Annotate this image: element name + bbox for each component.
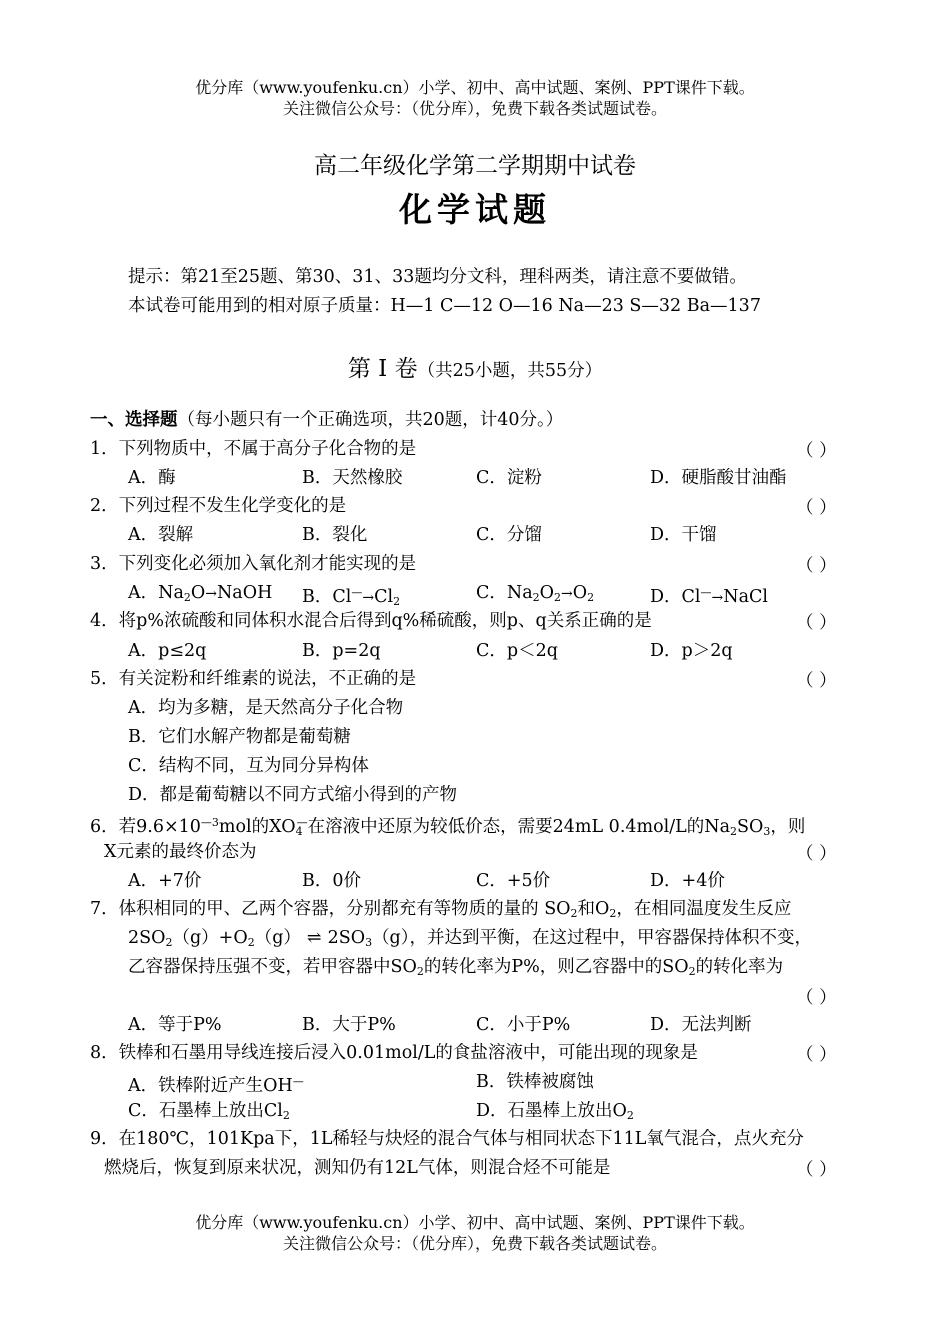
q1-option-b[interactable]: B．天然橡胶 [302,468,403,488]
q2-option-a[interactable]: A．裂解 [128,525,194,545]
header-line-1: 优分库（www.youfenku.cn）小学、初中、高中试题、案例、PPT课件下载。 [195,78,755,97]
q1-option-a[interactable]: A．酶 [128,468,176,488]
q5-option-a[interactable]: A．均为多糖，是天然高分子化合物 [128,698,404,718]
q4-option-a[interactable]: A．p≤2q [128,641,207,661]
q5-option-c[interactable]: C．结构不同，互为同分异构体 [128,756,369,776]
q4-option-b[interactable]: B．p=2q [302,641,381,661]
q7-answer-blank[interactable]: （ ） [796,988,837,1008]
q1-stem: 1．下列物质中，不属于高分子化合物的是 [90,439,417,459]
q2-option-c[interactable]: C．分馏 [476,525,542,545]
q7-stem-cont: 乙容器保持压强不变，若甲容器中$SO_2$的转化率为P%，则乙容器中的$SO_2$的转化率为 [128,957,784,978]
q6-option-b[interactable]: B．0价 [302,871,361,891]
q2-stem: 2．下列过程不发生化学变化的是 [90,496,347,516]
atomic-mass-note: 本试卷可能用到的相对原子质量：H—1 C—12 O—16 Na—23 S—32 Ba—137 [128,296,761,316]
section-note: （共25小题，共55分） [417,361,603,381]
q5-stem: 5．有关淀粉和纤维素的说法，不正确的是 [90,669,417,689]
q7-option-b[interactable]: B．大于P% [302,1015,396,1035]
q7-option-d[interactable]: D．无法判断 [650,1015,752,1035]
q3-option-b[interactable]: B．$Cl^—\to Cl_2$ [302,586,401,608]
equilibrium-arrow-icon: ⇌ [306,928,322,948]
part1-label: 一、选择题 [90,410,178,430]
q6-option-a[interactable]: A．+7价 [128,871,202,891]
exam-title: 高二年级化学第二学期期中试卷 [314,153,636,179]
q8-option-d[interactable]: D．石墨棒上放出$O_2$ [476,1101,634,1122]
q2-option-b[interactable]: B．裂化 [302,525,368,545]
q6-stem: 6．若$9.6\times 10^{—3}mol$的$XO_4^—$在溶液中还原为较低价态，需要24mL 0.4mol/L的$Na_2SO_3$，则 [90,816,806,838]
q4-option-c[interactable]: C．p＜2q [476,641,558,661]
q8-option-a[interactable]: A．铁棒附近产生OH— [128,1075,304,1096]
q3-option-c[interactable]: C．$Na_2O_2\to O_2$ [476,583,595,604]
q6-stem-cont: X元素的最终价态为 [104,842,257,862]
header-line-2: 关注微信公众号：（优分库），免费下载各类试题试卷。 [282,99,667,118]
q6-option-c[interactable]: C．+5价 [476,871,551,891]
section-title: 第 Ⅰ 卷 [347,356,418,382]
q5-option-b[interactable]: B．它们水解产物都是葡萄糖 [128,727,351,747]
q3-answer-blank[interactable]: （ ） [796,556,837,576]
q4-answer-blank[interactable]: （ ） [796,613,837,633]
tip-note: 提示：第21至25题、第30、31、33题均分文科，理科两类，请注意不要做错。 [128,267,747,287]
q1-option-d[interactable]: D．硬脂酸甘油酯 [650,468,787,488]
q5-answer-blank[interactable]: （ ） [796,671,837,691]
q6-option-d[interactable]: D．+4价 [650,871,725,891]
q3-stem: 3．下列变化必须加入氧化剂才能实现的是 [90,554,417,574]
q6-answer-blank[interactable]: （ ） [796,844,837,864]
q8-answer-blank[interactable]: （ ） [796,1045,837,1065]
q7-stem: 7．体积相同的甲、乙两个容器，分别都充有等物质的量的 $SO_2$和$O_2$，在相同温度发生反应 [90,899,792,920]
q5-option-d[interactable]: D．都是葡萄糖以不同方式缩小得到的产物 [128,785,458,805]
q9-answer-blank[interactable]: （ ） [796,1160,837,1180]
exam-subtitle: 化学试题 [399,190,551,229]
q3-option-a[interactable]: A．$Na_2O\to NaOH$ [128,583,273,604]
q9-stem: 9．在180℃，101Kpa下，1L稀轻与炔烃的混合气体与相同状态下11L氧气混合，点火充分 [90,1129,804,1149]
q2-option-d[interactable]: D．干馏 [650,525,717,545]
q7-equation-line: $2SO_2(g)+O_2(g)$ ⇌ $2SO_3(g)$，并达到平衡，在这过程中，甲容器保持体积不变， [128,928,813,949]
q1-option-c[interactable]: C．淀粉 [476,468,542,488]
part1-note: （每小题只有一个正确选项，共20题，计40分。） [177,410,564,430]
q7-option-c[interactable]: C．小于P% [476,1015,571,1035]
q1-answer-blank[interactable]: （ ） [796,441,837,461]
part1-heading [90,408,563,432]
q2-answer-blank[interactable]: （ ） [796,498,837,518]
q8-option-c[interactable]: C．石墨棒上放出$Cl_2$ [128,1101,290,1122]
q7-option-a[interactable]: A．等于P% [128,1015,222,1035]
footer-line-2: 关注微信公众号：（优分库），免费下载各类试题试卷。 [282,1234,667,1253]
q8-stem: 8．铁棒和石墨用导线连接后浸入0.01mol/L的食盐溶液中，可能出现的现象是 [90,1043,698,1063]
q4-stem: 4．将p%浓硫酸和同体积水混合后得到q%稀硫酸，则p、q关系正确的是 [90,611,652,631]
footer-line-1: 优分库（www.youfenku.cn）小学、初中、高中试题、案例、PPT课件下载。 [195,1213,755,1232]
q4-option-d[interactable]: D．p＞2q [650,641,733,661]
q9-stem-cont: 燃烧后，恢复到原来状况，测知仍有12L气体，则混合烃不可能是 [104,1158,611,1178]
section-heading [0,350,950,383]
q8-option-b[interactable]: B．铁棒被腐蚀 [476,1072,594,1092]
q3-option-d[interactable]: D．Cl—→NaCl [650,586,768,607]
